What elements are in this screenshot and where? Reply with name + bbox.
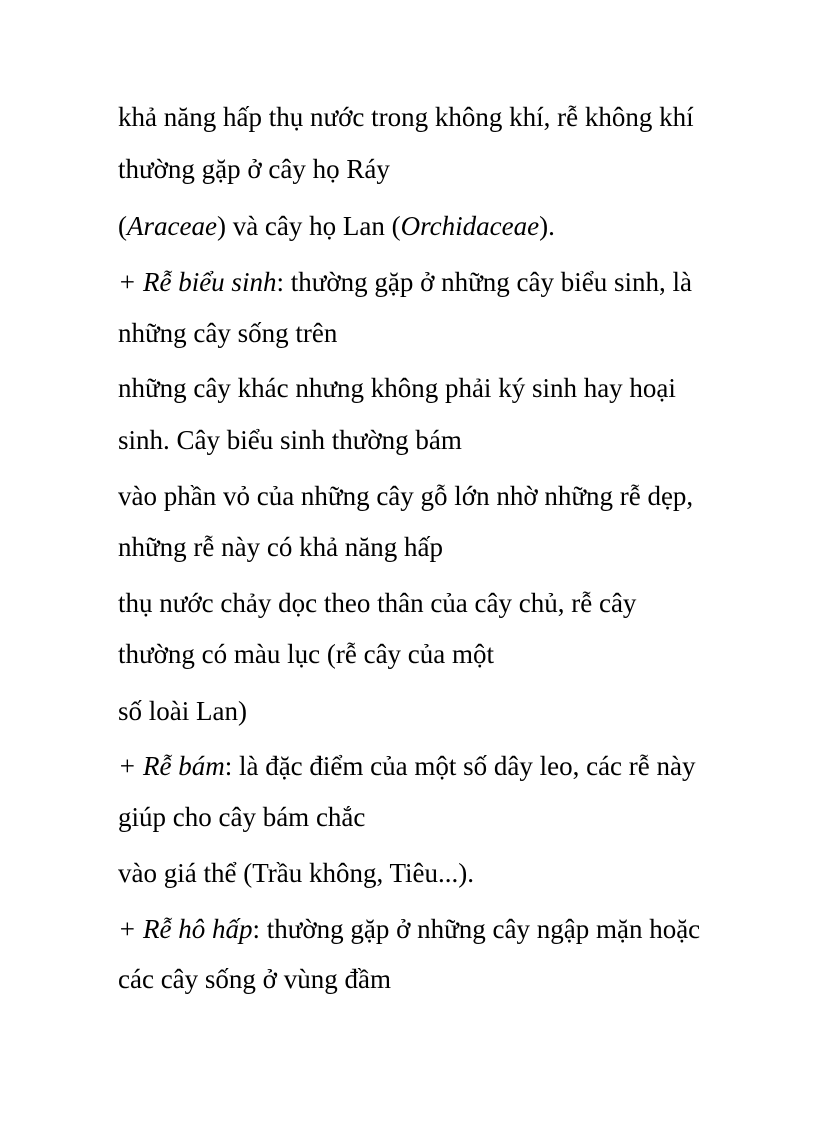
line-text: ) và cây họ Lan (: [216, 211, 401, 241]
term-re-bieu-sinh: + Rễ biểu sinh: [118, 267, 277, 297]
text-line: thường gặp ở cây họ Ráy: [118, 154, 390, 184]
text-line: vào giá thể (Trầu không, Tiêu...).: [118, 858, 474, 888]
text-line: vào phần vỏ của những cây gỗ lớn nhờ những rễ dẹp,: [118, 481, 694, 511]
text-line: [118, 749, 696, 783]
text-line: những cây sống trên: [118, 318, 338, 348]
paren-open: (: [118, 211, 127, 241]
line-text: : thường gặp ở những cây ngập mặn hoặc: [252, 914, 701, 944]
line-text: : thường gặp ở những cây biểu sinh, là: [276, 267, 692, 297]
taxon-araceae: Araceae: [127, 211, 217, 241]
taxon-orchidaceae: Orchidaceae: [400, 211, 540, 241]
text-line: giúp cho cây bám chắc: [118, 802, 366, 832]
paren-close: ).: [539, 211, 555, 241]
text-line: khả năng hấp thụ nước trong không khí, rễ không khí: [118, 102, 694, 132]
text-line: những cây khác nhưng không phải ký sinh hay hoại: [118, 373, 676, 403]
text-line: [118, 912, 700, 946]
text-line: số loài Lan): [118, 696, 247, 726]
text-line: sinh. Cây biểu sinh thường bám: [118, 425, 462, 455]
text-line: các cây sống ở vùng đầm: [118, 964, 391, 994]
line-text: : là đặc điểm của một số dây leo, các rễ này: [224, 751, 696, 781]
term-re-ho-hap: + Rễ hô hấp: [118, 914, 253, 944]
term-re-bam: + Rễ bám: [118, 751, 225, 781]
text-line: những rễ này có khả năng hấp: [118, 532, 444, 562]
text-line: thường có màu lục (rễ cây của một: [118, 639, 495, 669]
text-line: [118, 209, 555, 243]
text-line: [118, 265, 692, 299]
text-line: thụ nước chảy dọc theo thân của cây chủ, rễ cây: [118, 588, 637, 618]
